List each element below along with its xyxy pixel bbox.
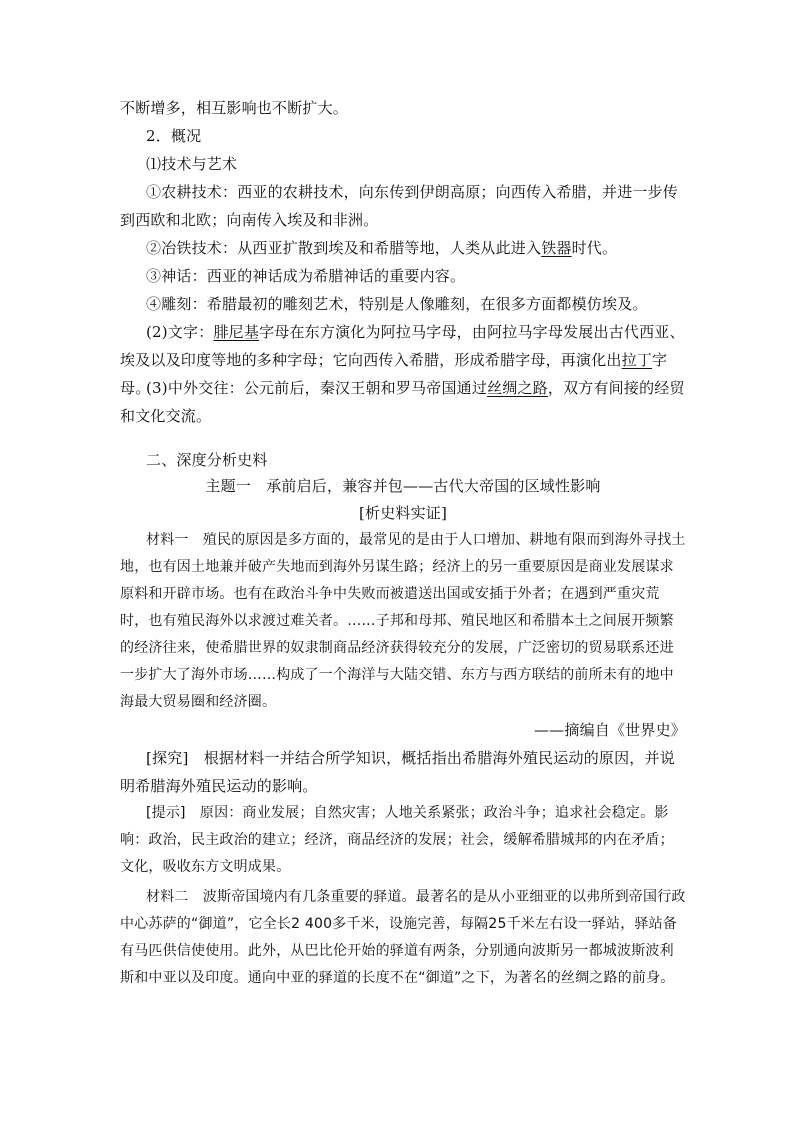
- section-heading: 二、深度分析史料: [146, 451, 268, 469]
- exchange-text-a: (3)中外交往：公元前后，秦汉王朝和罗马帝国通过: [146, 379, 488, 397]
- topic-title: 主题一 承前启后，兼容并包——古代大帝国的区域性影响: [205, 477, 601, 495]
- material-one: 材料一 殖民的原因是多方面的，最常见的是由于人口增加、耕地有限而到海外寻找土地，也有因土地兼并破产失地而到海外另谋生路；经济上的另一重要原因是商业发展谋求原料和开辟市场。也有在政治斗争中失败而被遣送出国或安插于外者；在遇到严重灾荒时，也有殖民海外以求渡过难关者。……子邦和母邦、殖民地区和希腊本土之间展开频繁的经济往来，使希腊世界的奴隶制商品经济获得较充分的发展，广泛密切的贸易联系还进一步扩大了海外市场……构成了一个海洋与大陆交错、东方与西方联结的前所未有的地中海最大贸易圈和经济圈。: [120, 532, 686, 710]
- inquiry-question: [探究] 根据材料一并结合所学知识，概括指出希腊海外殖民运动的原因，并说明希腊海外殖民运动的影响。: [120, 749, 675, 795]
- writing-text-b: 字母在东方演化为阿拉马字母，由阿拉马字母发展出古代西亚、埃及以及印度等地的多种字母；它向西传入希腊，形成希腊字母，再演化出: [120, 323, 685, 369]
- iron-underlined-term: 铁器: [541, 239, 572, 257]
- exchange-underlined-silk-road: 丝绸之路: [487, 379, 548, 397]
- heading-overview: 2．概况: [146, 127, 202, 145]
- subsection-title: [析史料实证]: [358, 504, 448, 522]
- iron-text-a: ②冶铁技术：从西亚扩散到埃及和希腊等地，人类从此进入: [146, 239, 542, 257]
- paragraph-iron: [120, 234, 686, 262]
- writing-text-a: (2)文字：: [146, 323, 214, 341]
- writing-text-c: 字母。: [120, 351, 668, 397]
- paragraph-farming: ①农耕技术：西亚的农耕技术，向东传到伊朗高原；向西传入希腊，并进一步传到西欧和北欧；向南传入埃及和非洲。: [120, 183, 679, 229]
- paragraph-sculpture: ④雕刻：希腊最初的雕刻艺术，特别是人像雕刻，在很多方面都模仿埃及。: [146, 295, 648, 313]
- paragraph-continuation: 不断增多，相互影响也不断扩大。: [120, 99, 349, 117]
- heading-tech-art: ⑴技术与艺术: [146, 155, 238, 173]
- iron-text-b: 时代。: [571, 239, 618, 257]
- hint-answer: [提示] 原因：商业发展；自然灾害；人地关系紧张；政治斗争；追求社会稳定。影响：政治，民主政治的建立；经济，商品经济的发展；社会，缓解希腊城邦的内在矛盾；文化，吸收东方文明成果。: [120, 805, 674, 875]
- paragraph-exchange: [120, 374, 686, 430]
- paragraph-myth: ③神话：西亚的神话成为希腊神话的重要内容。: [146, 267, 466, 285]
- writing-underlined-phoenician: 腓尼基: [213, 323, 260, 341]
- writing-underlined-latin: 拉丁: [621, 351, 653, 369]
- material-one-source: ——摘编自《世界史》: [533, 721, 686, 739]
- material-two: 材料二 波斯帝国境内有几条重要的驿道。最著名的是从小亚细亚的以弗所到帝国行政中心苏萨的“御道”，它全长2 400多千米，设施完善，每隔25千米左右设一驿站，驿站备有马匹供信使使用。此外，从巴比伦开始的驿道有两条，分别通向波斯另一都城波斯波利斯和中亚以及印度。通向中亚的驿道的长度不在“御道”之下，为著名的丝绸之路的前身。: [120, 889, 686, 986]
- exchange-text-b: ，双方有间接的经贸和文化交流。: [120, 379, 685, 425]
